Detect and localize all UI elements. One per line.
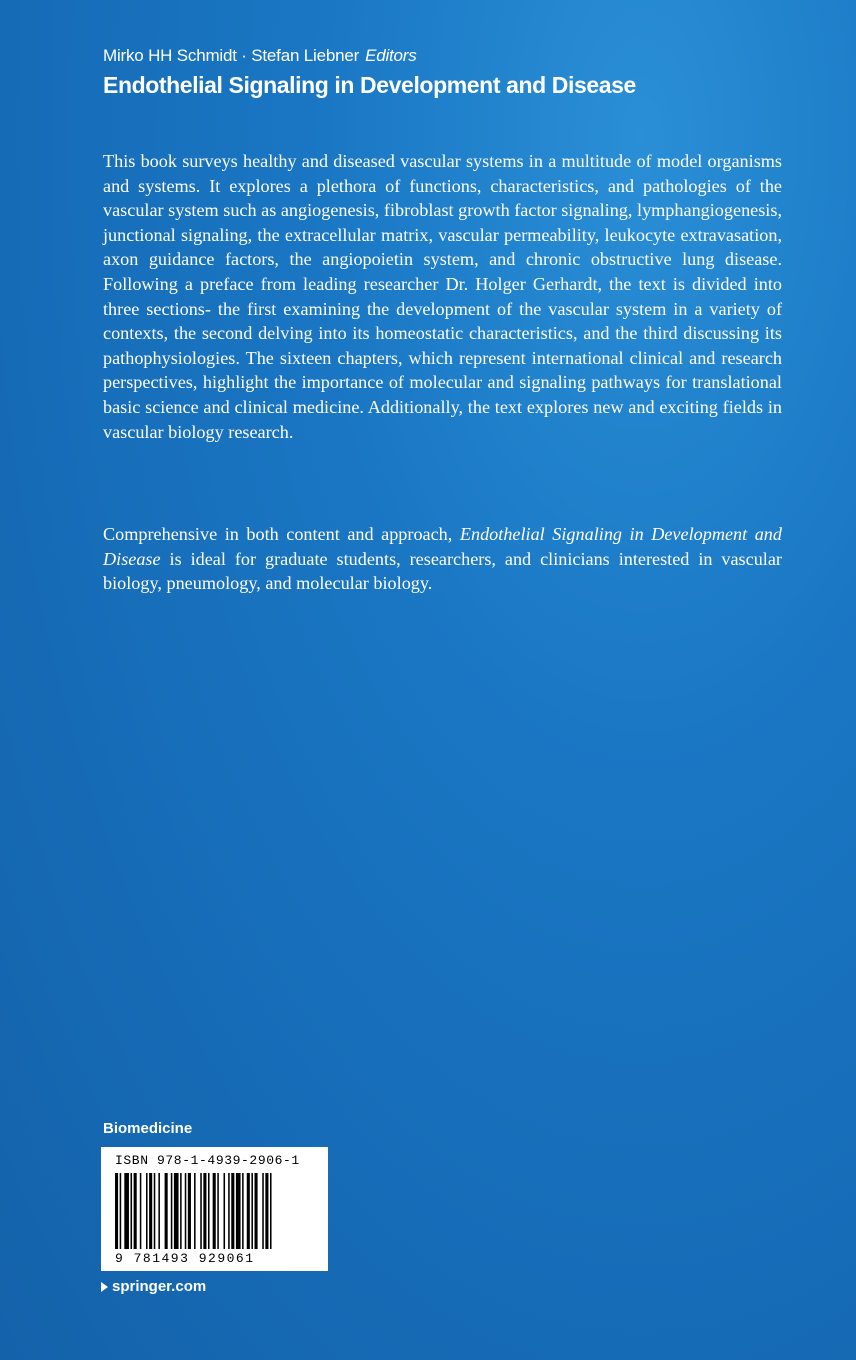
audience-text-before: Comprehensive in both content and approach, [103, 524, 460, 544]
editors-names: Mirko HH Schmidt · Stefan Liebner [103, 46, 360, 65]
barcode-digits: 9 781493 929061 [115, 1251, 255, 1266]
series-name: Biomedicine [103, 1120, 193, 1137]
editors-role: Editors [365, 46, 417, 65]
description-paragraph: This book surveys healthy and diseased vascular systems in a multitude of model organisms and systems. It explores a plethora of functions, characteristics, and pathologies of the vascular system such as angiogenesis, fibroblast growth factor signaling, lymphangiogenesis, junctional signaling, the extracellular matrix, vascular permeability, leukocyte extravasation, axon guidance factors, the angiopoietin system, and chronic obstructive lung disease. Following a preface from leading researcher Dr. Holger Gerhardt, the text is divided into three sections- the first examining the development of the vascular system in a variety of contexts, the second delving into its homeostatic characteristics, and the third discussing its pathophysiologies. The sixteen chapters, which represent international clinical and research perspectives, highlight the importance of molecular and signaling pathways for translational basic science and clinical medicine. Additionally, the text explores new and exciting fields in vascular biology research. [103, 151, 782, 442]
editors-line [103, 46, 417, 66]
website-link[interactable] [101, 1278, 206, 1295]
audience-text-after: is ideal for graduate students, researchers, and clinicians interested in vascular biology, pneumology, and molecular biology. [103, 548, 782, 594]
barcode-bars [115, 1173, 315, 1249]
isbn-barcode [101, 1147, 328, 1271]
website-label: springer.com [112, 1278, 207, 1295]
book-title: Endothelial Signaling in Development and Disease [103, 72, 636, 98]
audience-book-title: Endothelial Signaling in Development and Disease [103, 524, 782, 569]
isbn-label: ISBN 978-1-4939-2906-1 [115, 1153, 300, 1168]
audience-paragraph [103, 522, 782, 596]
arrow-right-icon [101, 1282, 108, 1292]
